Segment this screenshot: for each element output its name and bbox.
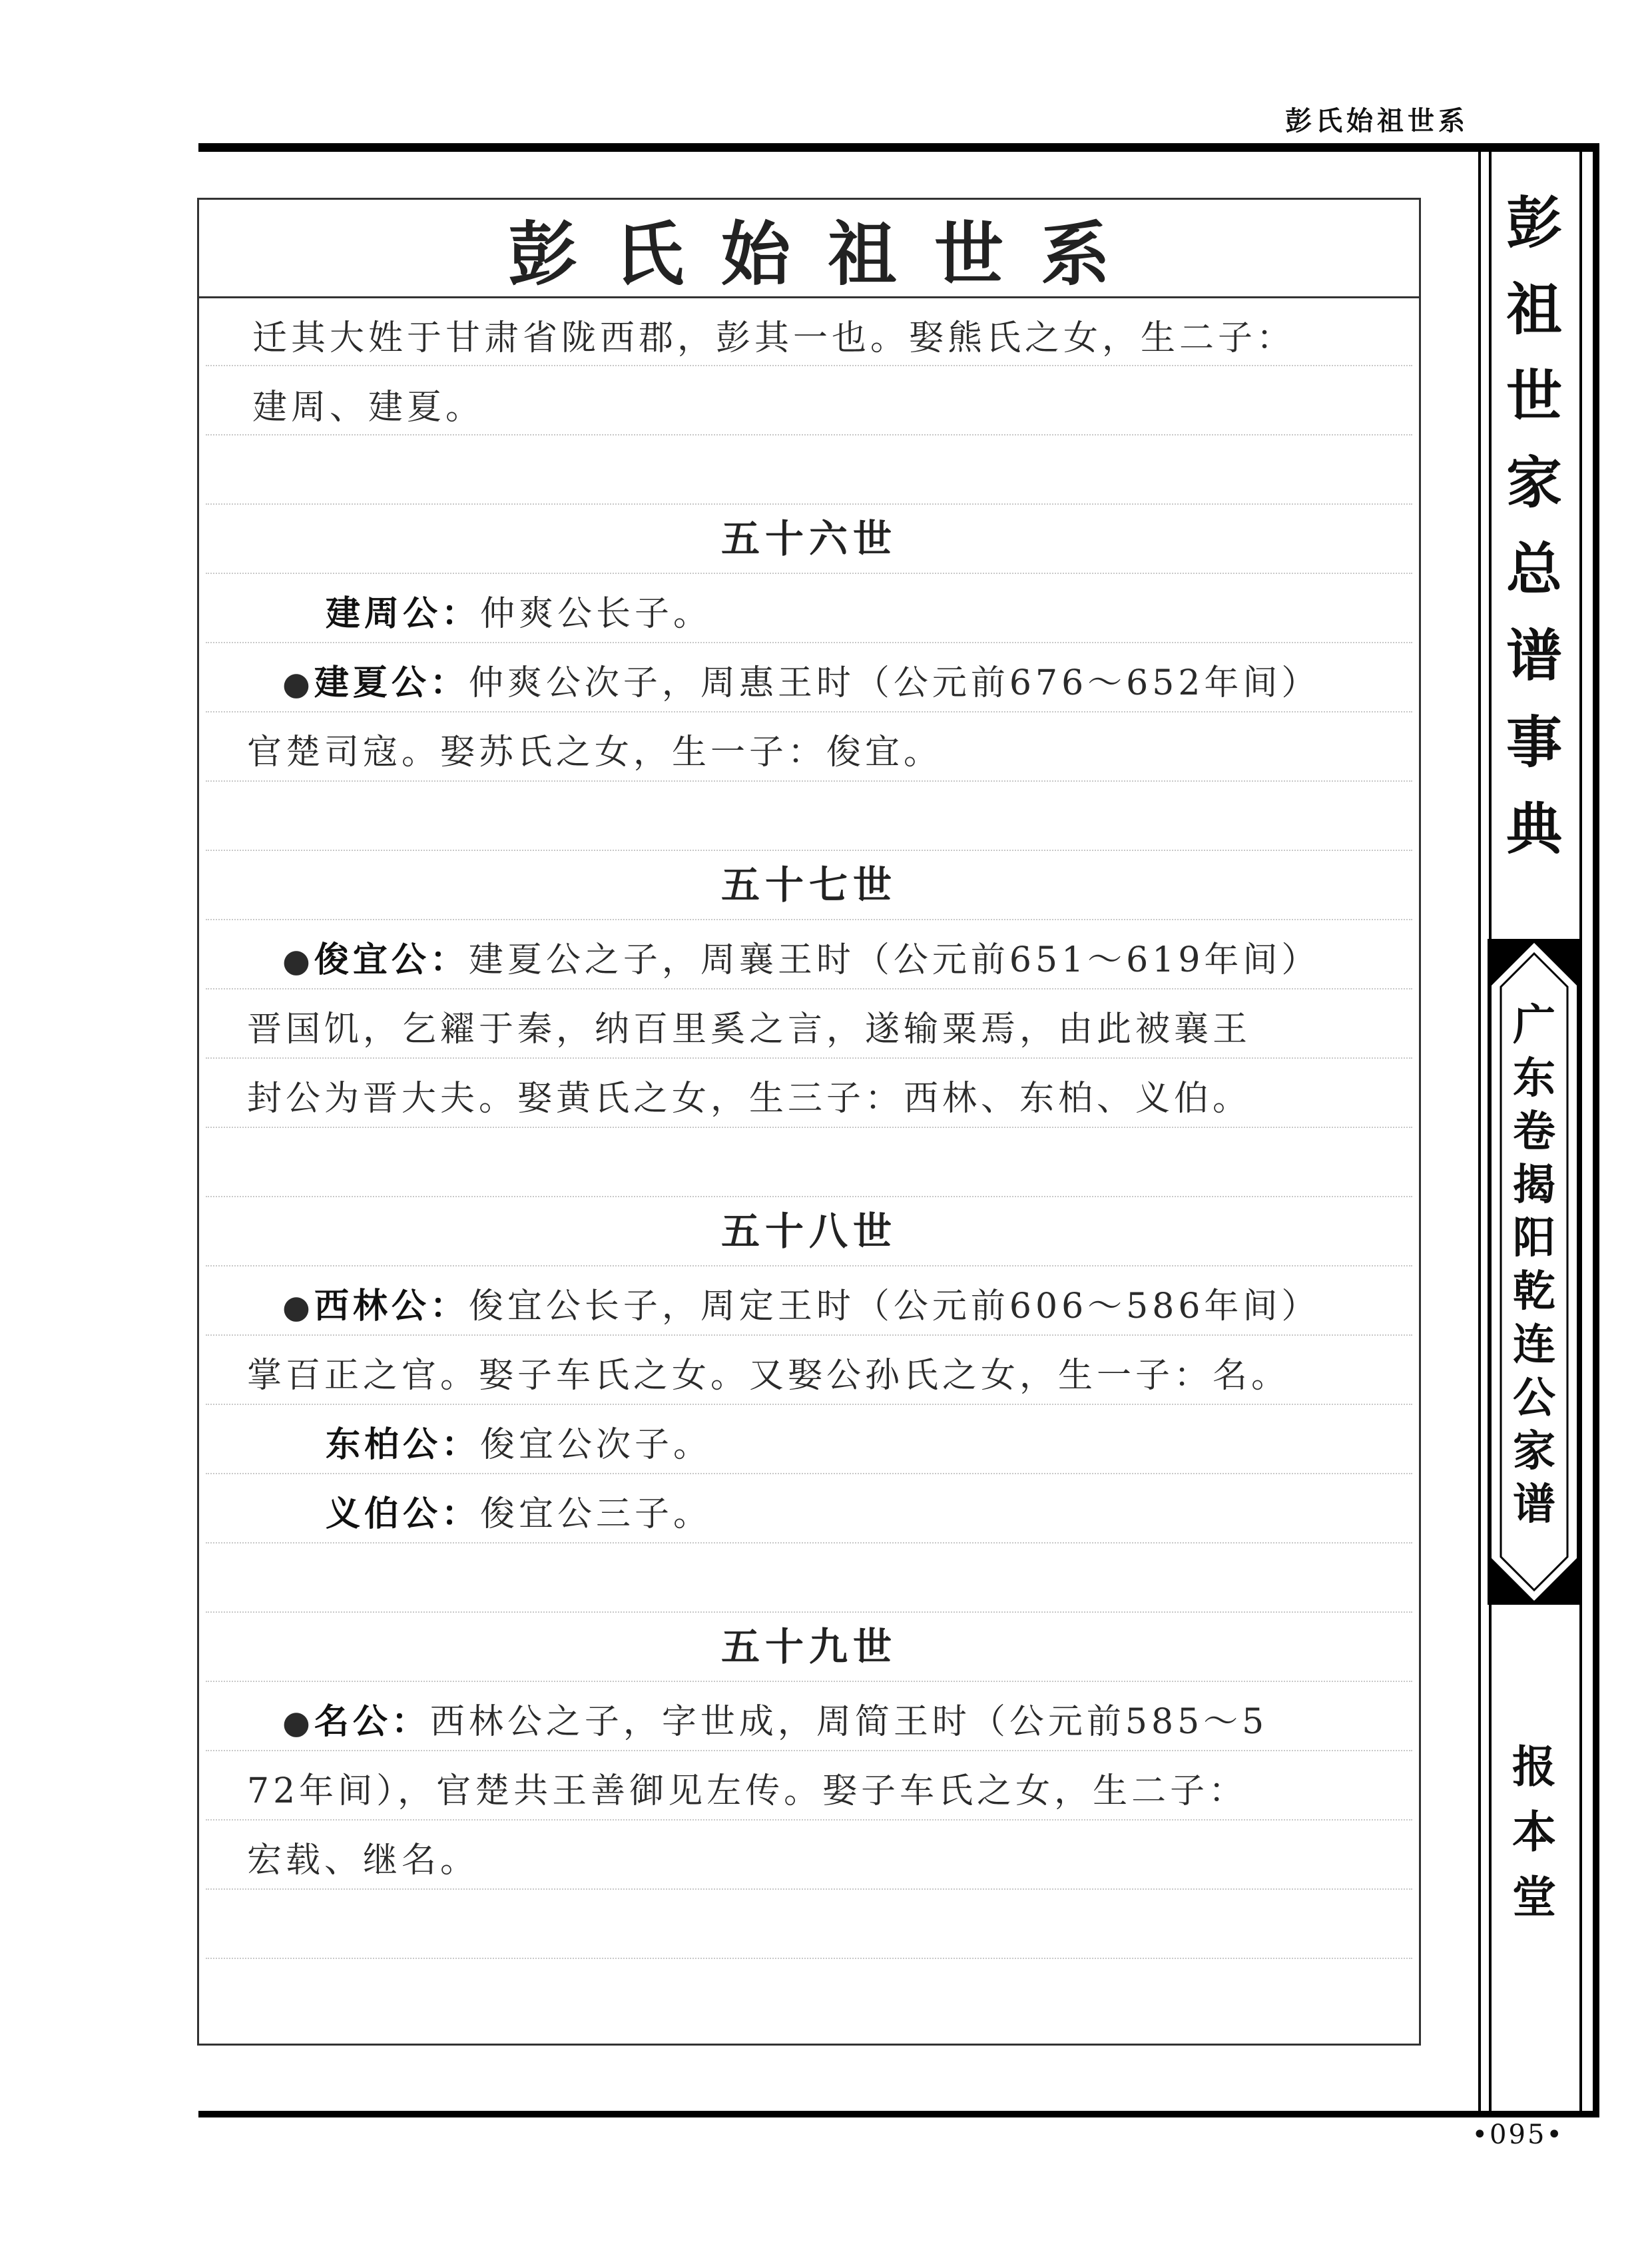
sidebar-hall-name xyxy=(1488,1735,1581,1930)
bullet-icon: ● xyxy=(282,1288,314,1326)
entry-continuation: 封公为晋大夫。娶黄氏之女，生三子：西林、东柏、义伯。 xyxy=(247,1079,1252,1119)
intro-line: 建周、建夏。 xyxy=(252,388,485,427)
genealogy-entry xyxy=(282,940,1320,980)
entry-text: 俊宜公次子。 xyxy=(480,1425,712,1465)
bullet-icon: ● xyxy=(282,942,314,980)
ruled-line xyxy=(206,1404,1412,1405)
genealogy-entry xyxy=(326,1494,712,1534)
ruled-line xyxy=(206,365,1412,366)
entry-name: 义伯公： xyxy=(326,1494,481,1534)
ruled-line xyxy=(206,1958,1412,1959)
entry-continuation: 晋国饥，乞糴于秦，纳百里奚之言，遂输粟焉，由此被襄王 xyxy=(247,1009,1252,1049)
entry-continuation: 官楚司寇。娶苏氏之女，生一子：俊宜。 xyxy=(247,732,943,772)
generation-heading: 五十八世 xyxy=(720,1209,897,1254)
ruled-line xyxy=(206,573,1412,574)
sidebar-right-border xyxy=(1593,143,1599,2117)
entry-text: 仲爽公长子。 xyxy=(480,594,712,634)
title-bar xyxy=(199,200,1419,298)
entry-name: 东柏公： xyxy=(326,1424,481,1465)
ruled-line xyxy=(206,850,1412,851)
bullet-icon: ● xyxy=(282,665,314,702)
ruled-line xyxy=(206,1473,1412,1474)
ruled-line xyxy=(206,1888,1412,1890)
genealogy-entry xyxy=(282,1286,1320,1326)
ruled-line xyxy=(206,1611,1412,1613)
intro-line: 迁其大姓于甘肃省陇西郡，彭其一也。娶熊氏之女，生二子： xyxy=(252,318,1296,358)
generation-heading: 五十六世 xyxy=(720,516,897,561)
ruled-line xyxy=(206,1542,1412,1543)
running-header: 彭氏始祖世系 xyxy=(1285,106,1469,137)
entry-name: 名公： xyxy=(314,1701,430,1742)
entry-continuation: 宏载、继名。 xyxy=(247,1840,479,1880)
sidebar-book-title xyxy=(1488,180,1581,872)
page-title: 彭氏始祖世系 xyxy=(507,212,1147,295)
ruled-line xyxy=(206,434,1412,435)
page-number: •095• xyxy=(1472,2119,1564,2150)
sidebar-volume-text: 广 东 卷 揭 阳 乾 连 公 家 谱 xyxy=(1513,1001,1555,1530)
ruled-line xyxy=(206,1334,1412,1336)
ruled-line xyxy=(206,1819,1412,1821)
entry-text: 西林公之子，字世成，周简王时（公元前585～5 xyxy=(429,1702,1268,1742)
bottom-rule xyxy=(198,2111,1597,2117)
entry-text: 仲爽公次子，周惠王时（公元前676～652年间） xyxy=(468,663,1320,703)
genealogy-entry xyxy=(326,1424,712,1465)
sidebar xyxy=(1488,150,1581,2111)
generation-heading: 五十九世 xyxy=(720,1624,897,1669)
entry-name: 建夏公： xyxy=(314,663,469,703)
genealogy-entry xyxy=(326,593,712,634)
ruled-line xyxy=(206,1127,1412,1128)
entry-continuation: 72年间），官楚共王善御见左传。娶子车氏之女，生二子： xyxy=(247,1771,1248,1811)
bullet-icon: ● xyxy=(282,1704,314,1741)
ruled-line xyxy=(206,988,1412,989)
ruled-line xyxy=(206,919,1412,920)
ruled-line xyxy=(206,711,1412,712)
sidebar-hall-text: 报 本 堂 xyxy=(1512,1741,1556,1923)
ruled-line xyxy=(206,1681,1412,1682)
entry-text: 俊宜公长子，周定王时（公元前606～586年间） xyxy=(468,1286,1320,1326)
ruled-line xyxy=(206,1750,1412,1751)
entry-text: 建夏公之子，周襄王时（公元前651～619年间） xyxy=(468,940,1320,980)
generation-heading: 五十七世 xyxy=(720,862,897,908)
content-frame xyxy=(197,198,1421,2046)
entry-name: 建周公： xyxy=(326,593,481,634)
top-rule xyxy=(198,143,1597,152)
ruled-line xyxy=(206,503,1412,505)
ruled-line xyxy=(206,642,1412,643)
entry-continuation: 掌百正之官。娶子车氏之女。又娶公孙氏之女，生一子：名。 xyxy=(247,1356,1290,1396)
ruled-line xyxy=(206,1057,1412,1059)
entry-name: 俊宜公： xyxy=(314,940,469,980)
ruled-line xyxy=(206,780,1412,782)
entry-text: 俊宜公三子。 xyxy=(480,1494,712,1534)
entry-name: 西林公： xyxy=(314,1286,469,1326)
sidebar-book-title-text: 彭 祖 世 家 总 谱 事 典 xyxy=(1506,190,1562,862)
ruled-line xyxy=(206,1196,1412,1197)
genealogy-entry xyxy=(282,663,1320,703)
ruled-line xyxy=(206,1265,1412,1266)
genealogy-entry xyxy=(282,1701,1268,1742)
sidebar-volume xyxy=(1488,999,1581,1532)
sidebar-left-border xyxy=(1478,143,1481,2117)
